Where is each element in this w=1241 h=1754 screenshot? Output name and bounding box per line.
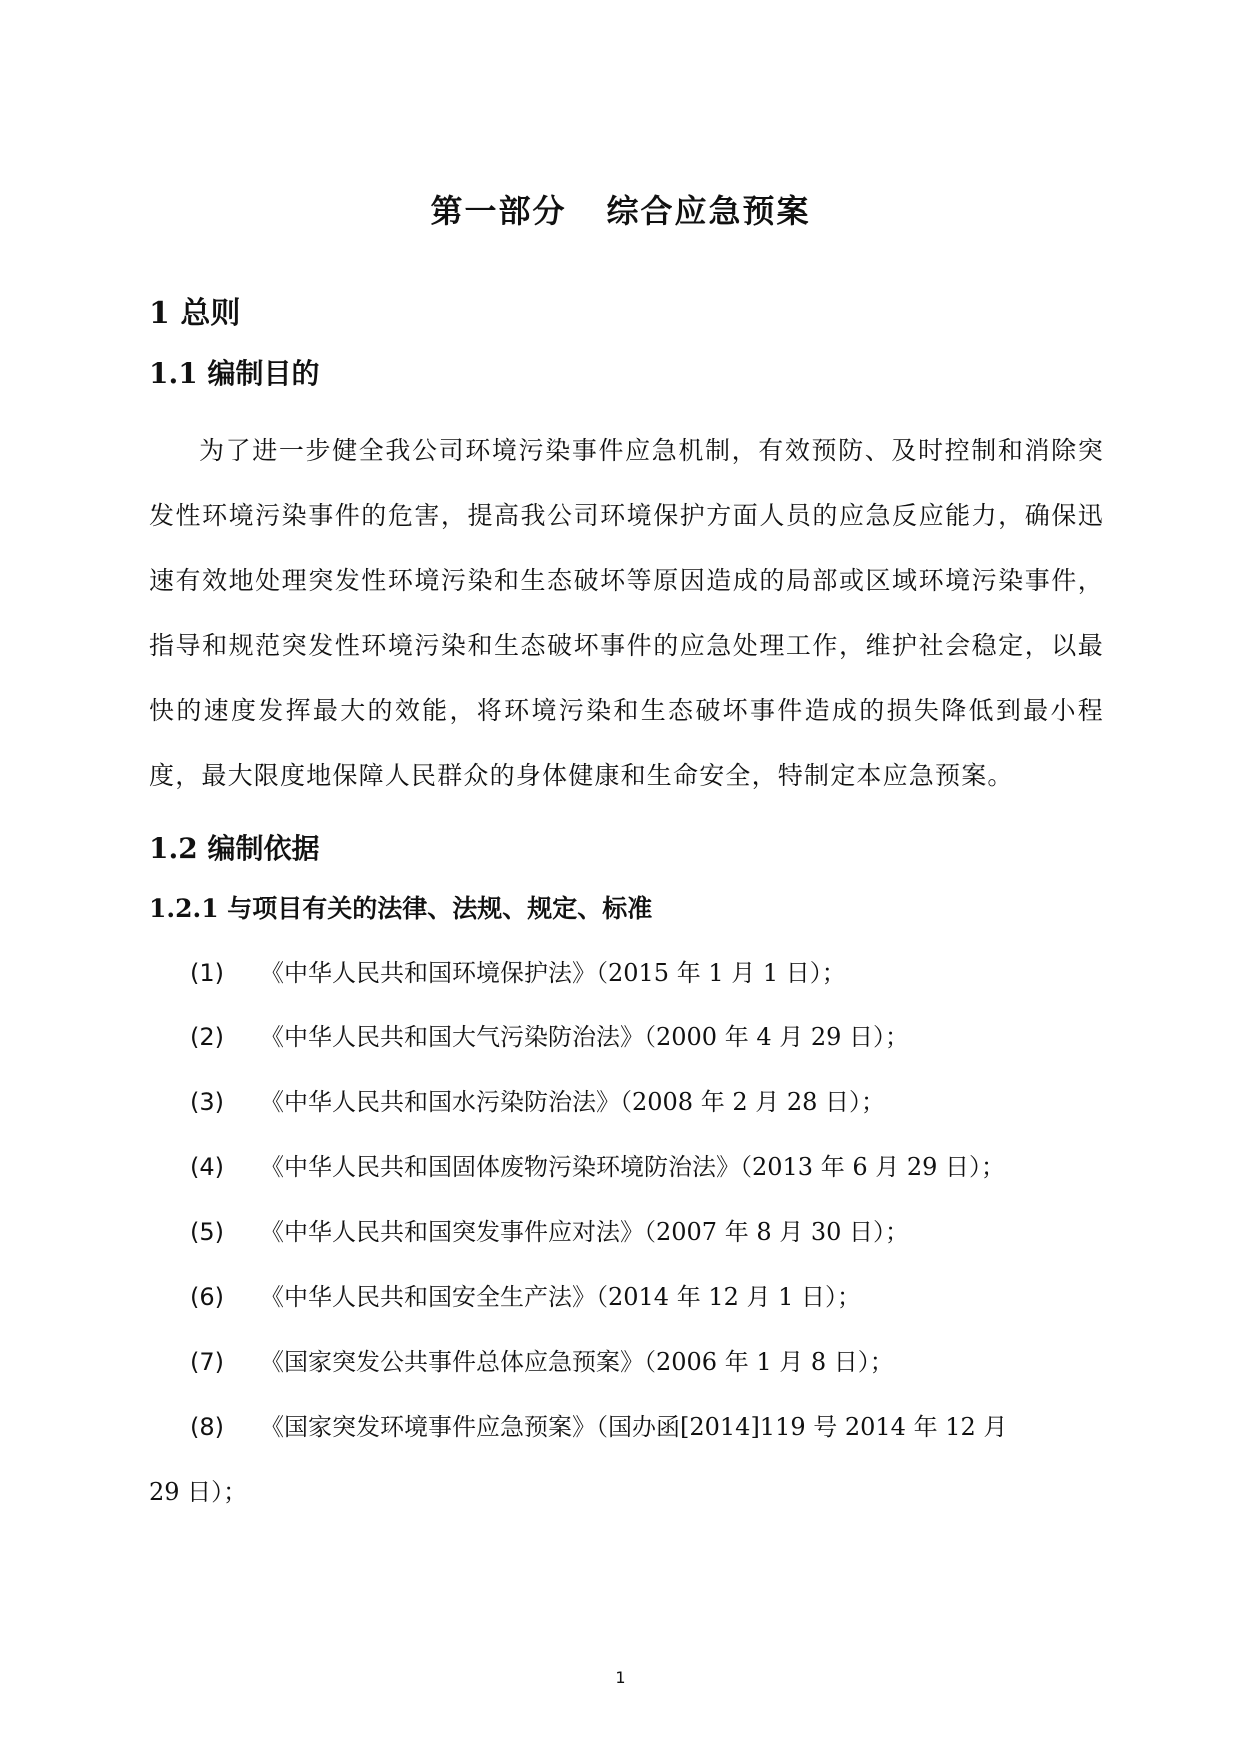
list-item [190,953,846,988]
section-heading-1-2-1: 1.2.1 与项目有关的法律、法规、规定、标准 [149,894,653,923]
list-item [190,1407,1007,1442]
list-item-number: (7) [190,1348,224,1376]
title-part-label: 第一部分 [430,192,567,230]
list-item [190,1277,861,1312]
list-item-text: 《中华人民共和国大气污染防治法》（2000 年 4 月 29 日）； [260,1023,910,1051]
list-item-text: 《中华人民共和国突发事件应对法》（2007 年 8 月 30 日）； [260,1218,910,1246]
list-item [190,1147,1005,1182]
list-item-number: (2) [190,1023,224,1051]
title-text: 综合应急预案 [606,192,811,230]
section-heading-1-1: 1.1 编制目的 [149,357,320,390]
list-item-number: (5) [190,1218,224,1246]
list-item-text: 《中华人民共和国固体废物污染环境防治法》（2013 年 6 月 29 日）； [260,1153,1006,1181]
list-item-text: 《中华人民共和国安全生产法》（2014 年 12 月 1 日）； [260,1283,862,1311]
list-item-number: (6) [190,1283,224,1311]
page-number: 1 [615,1668,626,1687]
list-item-continuation: 29 日）； [149,1478,248,1506]
list-item [190,1017,909,1052]
list-item [190,1212,909,1247]
list-item-number: (4) [190,1153,224,1181]
list-item-number: (8) [190,1413,224,1441]
purpose-paragraph: 为了进一步健全我公司环境污染事件应急机制，有效预防、及时控制和消除突发性环境污染事件的危害，提高我公司环境保护方面人员的应急反应能力，确保迅速有效地处理突发性环境污染和生态破坏等原因造成的局部或区域环境污染事件，指导和规范突发性环境污染和生态破坏事件的应急处理工作，维护社会稳定，以最快的速度发挥最大的效能，将环境污染和生态破坏事件造成的损失降低到最小程度，最大限度地保障人民群众的身体健康和生命安全，特制定本应急预案。 [149,436,1104,790]
section-heading-1: 1 总则 [149,296,241,331]
document-title [0,186,1241,232]
list-item-text: 《中华人民共和国水污染防治法》（2008 年 2 月 28 日）； [260,1088,886,1116]
list-item-number: (1) [190,959,224,987]
list-item [190,1082,885,1117]
list-item-number: (3) [190,1088,224,1116]
list-item-text: 《国家突发公共事件总体应急预案》（2006 年 1 月 8 日）； [260,1348,894,1376]
list-item-text: 《国家突发环境事件应急预案》（国办函[2014]119 号 2014 年 12 月 [260,1413,1008,1441]
section-heading-1-2: 1.2 编制依据 [149,832,320,865]
list-item-text: 《中华人民共和国环境保护法》（2015 年 1 月 1 日）； [260,959,846,987]
list-item [190,1342,894,1377]
